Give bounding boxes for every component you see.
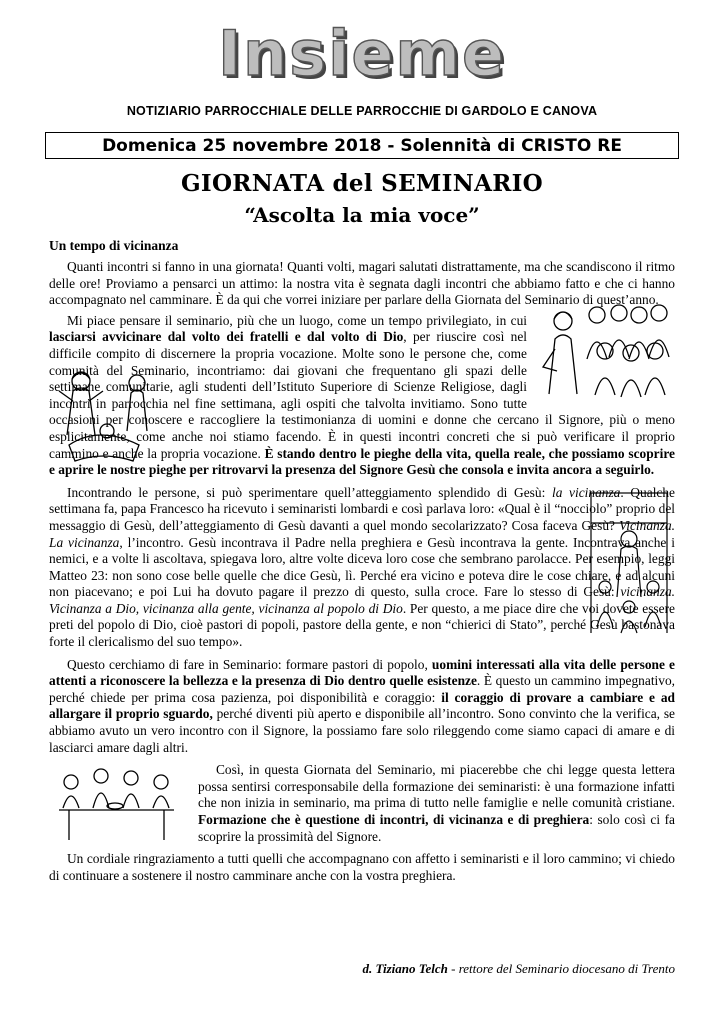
masthead xyxy=(0,17,724,90)
signature xyxy=(363,961,675,977)
illustration-family-meal xyxy=(49,762,184,844)
paragraph-1: Quanti incontri si fanno in una giornata! Quanti volti, magari salutati distrattamente, ma che scandiscono il ritmo delle ore! Proviamo a pensarci un attimo: la nostra vita è segnata dagli incontri che abbiamo fatto e che ci hanno accompagnato nel camminare. È da qui che vorrei iniziare per parlare della Giornata del Seminario di quest’anno. xyxy=(49,259,675,308)
paragraph-5: Così, in questa Giornata del Seminario, mi piacerebbe che chi legge questa lettera possa sentirsi corresponsabile della formazione dei seminaristi: è una formazione infatti che non inizia in seminario, ma prima di tutto nelle famiglie e nelle comunità cristiane. Formazione che è questione di incontri, di vicinanza e di preghiera: solo così ci fa scoprire la prossimità del Signore. xyxy=(198,762,675,844)
paragraph-4: Questo cerchiamo di fare in Seminario: formare pastori di popolo, uomini interessati alla vita delle persone e attenti a riconoscere la bellezza e la presenza di Dio dentro quelle esistenze. È questo un cammino impegnativo, perché chiede per prima cosa pazienza, poi disponibilità e coraggio: il coraggio di provare a cambiare e ad allargare il proprio sguardo, perché diventi più aperto e disponibile all’incontro. Sono convinto che la verifica, se abbiamo avuto un vero incontro con il Signore, la possiamo fare solo rileggendo come siamo capaci di amare e di lasciarci amare dagli altri. xyxy=(49,656,675,755)
date-banner: Domenica 25 novembre 2018 - Solennità di CRISTO RE xyxy=(45,132,679,159)
newsletter-subtitle: NOTIZIARIO PARROCCHIALE DELLE PARROCCHIE DI GARDOLO E CANOVA xyxy=(126,104,598,118)
headline: GIORNATA del SEMINARIO xyxy=(180,170,544,197)
subheadline: “Ascolta la mia voce” xyxy=(244,203,480,227)
paragraph-3: Incontrando le persone, si può sperimentare quell’atteggiamento splendido di Gesù: la vicinanza. Qualche settimana fa, papa Francesco ha ricevuto i seminaristi lombardi e così parlava loro: «Qual è il “nocciolo” proprio del messaggio di Gesù, dell’atteggiamento di Gesù davanti a quel mondo secolarizzato? Cosa faceva Gesù? Vicinanza. La vicinanza, l’incontro. Gesù incontrava il Padre nella preghiera e Gesù incontrava la gente. Incontrava anche i nemici, e a volte li ascoltava, spiegava loro, altre volte diceva loro cose che sembrano parolacce. Per esempio, leggi Matteo 23: non sono cose belle quelle che dice Gesù, lì. Perché era vicino e poteva dire le cose chiare, e ad alcuni non piacevano; e poi Lui ha dovuto pagare il prezzo di questo, sulla croce. Fare lo stesso di Gesù: vicinanza. Vicinanza a Dio, vicinanza alla gente, vicinanza al popolo di Dio. Per questo, a me piace dire che voi dovete essere preti del popolo di Dio, cioè pastori di popoli, pastore della gente, e non “chierici di Stato”, perché Gesù bastonava forte il clericalismo del suo tempo». xyxy=(49,484,675,650)
illustration-jesus-with-people xyxy=(535,299,675,399)
section-title: Un tempo di vicinanza xyxy=(49,238,179,253)
author-role: - rettore del Seminario diocesano di Trento xyxy=(447,961,675,976)
article-body xyxy=(49,259,675,890)
author-name: d. Tiziano Telch xyxy=(362,961,448,976)
newsletter-logo: Insieme xyxy=(217,17,507,90)
paragraph-6: Un cordiale ringraziamento a tutti quelli che accompagnano con affetto i seminaristi e il loro cammino; vi chiedo di continuare a sostenere il nostro camminare anche con la vostra preghiera. xyxy=(49,851,675,883)
paragraph-2: Mi piace pensare il seminario, più che un luogo, come un tempo privilegiato, in cui lasciarsi avvicinare dal volto dei fratelli e dal volto di Dio, per riuscire così nel difficile compito di discernere la propria vocazione. Molte sono le persone che, come comunità del Seminario, incontriamo: dai giovani che frequentano gli spazi delle settimane comunitarie, agli studenti dell’Istituto Superiore di Scienze Religiose, dagli incontri in parrocchia nel fine settimana, agli ospiti che talvolta invitiamo. Sono tutte occasioni per conoscere e raccogliere la testimonianza di uomini e donne che cercano il Signore, più o meno esplicitamente, come anche noi stiamo facendo. È in questi incontri concreti che si può verificare il proprio cammino e anche la propria vocazione. È stando dentro le pieghe della vita, quella reale, che possiamo scoprire e aprire le nostre pieghe per ritrovarvi la presenza del Signore Gesù che consola e invita ancora a seguirlo. xyxy=(49,312,675,478)
